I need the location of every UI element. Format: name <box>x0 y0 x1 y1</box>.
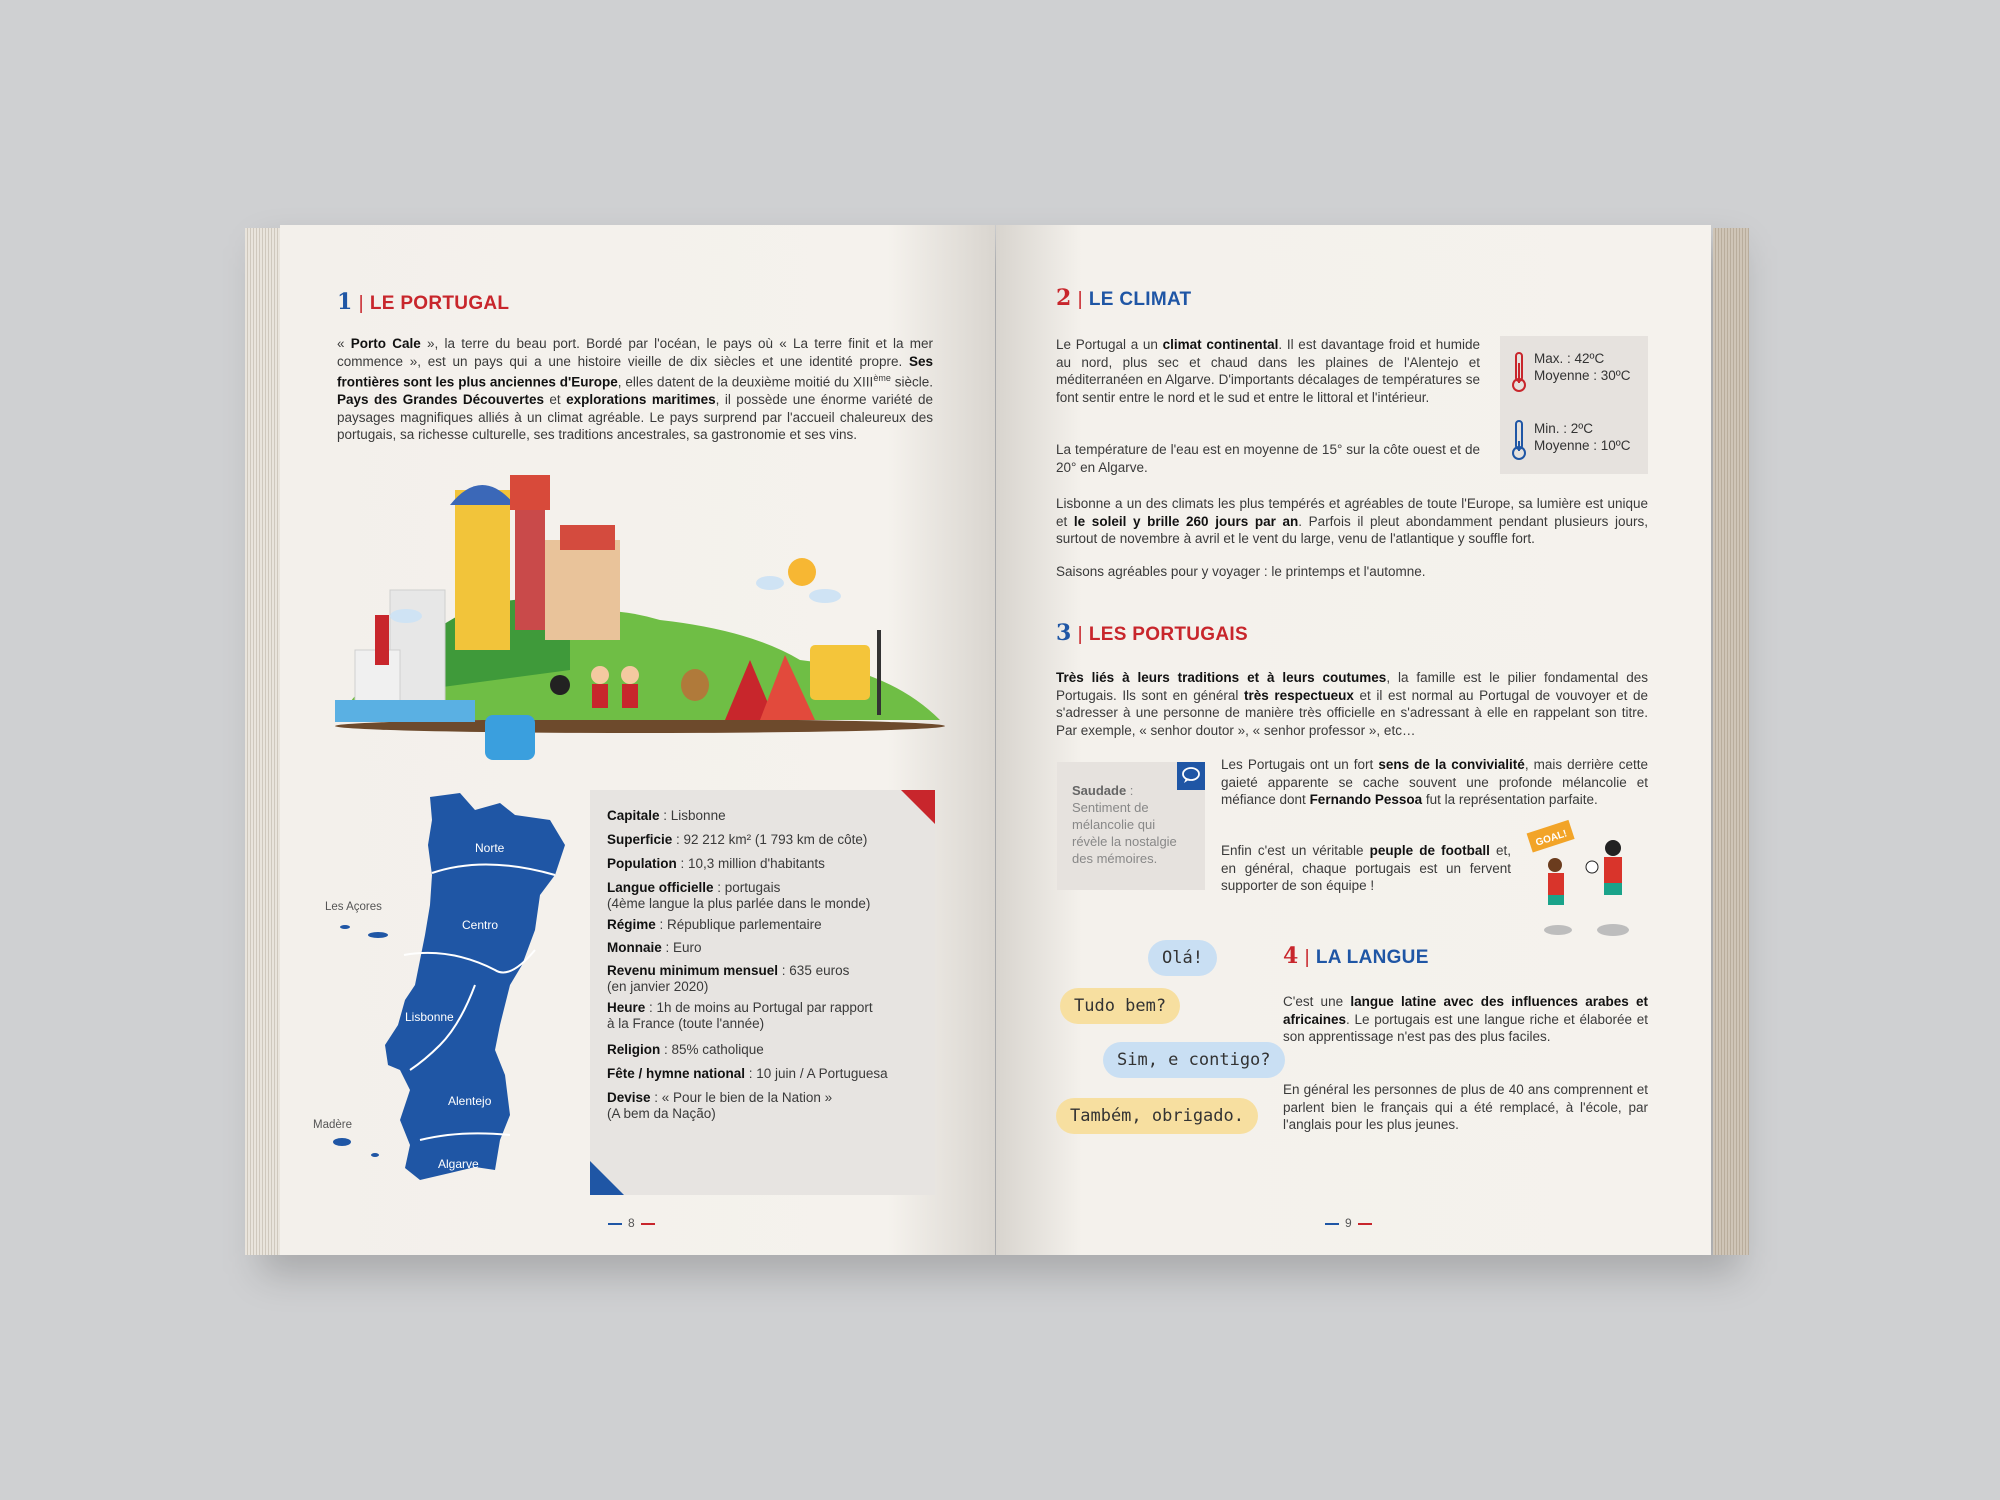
speech-bubble: Também, obrigado. <box>1056 1098 1258 1134</box>
figure-head-2 <box>621 666 639 684</box>
portugal-map <box>300 785 590 1205</box>
corner-red <box>901 790 935 824</box>
people-paragraph-3: Enfin c'est un véritable peuple de football et, en général, chaque portugais est un fervent supporter de son équipe ! <box>1221 843 1511 893</box>
island-label: Les Açores <box>325 901 382 913</box>
fan-shadow-1 <box>1544 925 1572 935</box>
sun <box>788 558 816 586</box>
temp-min: Min. : 2ºC Moyenne : 10ºC <box>1534 421 1631 453</box>
temp-max: Max. : 42ºC Moyenne : 30ºC <box>1534 351 1631 383</box>
fact-item: Monnaie : Euro <box>607 940 702 955</box>
speech-bubble: Olá! <box>1148 940 1217 976</box>
section-title-portugais: 3 | LES PORTUGAIS <box>1056 620 1248 646</box>
region-label: Algarve <box>438 1157 479 1171</box>
climate-paragraph-4: Saisons agréables pour y voyager : le printemps et l'automne. <box>1056 564 1426 579</box>
page-edges-left <box>245 228 281 1255</box>
blue-dome <box>450 485 515 505</box>
facts-box <box>590 790 935 1195</box>
corner-blue <box>590 1161 624 1195</box>
azores-island <box>340 925 350 929</box>
tram <box>810 645 870 700</box>
waterfall <box>485 715 535 760</box>
fact-item: Religion : 85% catholique <box>607 1042 764 1057</box>
page-number-left: 8 <box>608 1216 655 1230</box>
football-fans-illustration <box>1520 815 1650 940</box>
figure-body-2 <box>622 684 638 708</box>
section-title-langue: 4 | LA LANGUE <box>1283 943 1429 969</box>
fact-item: Revenu minimum mensuel : 635 euros (en janvier 2020) <box>607 963 850 994</box>
fact-item: Fête / hymne national : 10 juin / A Portuguesa <box>607 1066 888 1081</box>
fan-shadow-2 <box>1597 924 1629 936</box>
rooster <box>550 675 570 695</box>
cloud-2 <box>809 589 841 603</box>
fan-shirt-2 <box>1604 857 1622 883</box>
region-label: Alentejo <box>448 1094 492 1108</box>
section-title-climat: 2 | LE CLIMAT <box>1056 285 1192 311</box>
cloud-1 <box>756 576 784 590</box>
fan-shorts-2 <box>1604 883 1622 895</box>
lighthouse <box>375 615 389 665</box>
street-lamp <box>877 630 881 715</box>
fact-item: Heure : 1h de moins au Portugal par rapport à la France (toute l'année) <box>607 1000 873 1031</box>
fan-shirt-1 <box>1548 873 1564 895</box>
palace-wing <box>545 540 620 640</box>
football-icon <box>1586 861 1598 873</box>
azores-island <box>368 932 388 938</box>
region-label: Lisbonne <box>405 1010 454 1024</box>
climate-paragraph-1: Le Portugal a un climat continental. Il est davantage froid et humide au nord, plus sec et chaud dans les plaines de l'Alentejo et méditerranéen en Algarve. D'importants décalages de températures se font sentir entre le nord et le sud et entre le littoral et l'intérieur. <box>1056 337 1480 405</box>
madeira-island <box>333 1138 351 1146</box>
page-number-right: 9 <box>1325 1216 1372 1230</box>
section-number: 1 <box>337 289 353 315</box>
fact-item: Régime : République parlementaire <box>607 917 822 932</box>
people-paragraph-1: Très liés à leurs traditions et à leurs coutumes, la famille est le pilier fondamental des Portugais. Ils sont en général très respectueux et il est normal au Portugal de vouvoyer et de s'adresser à une personne de manière très officielle en s'adressant à elle en rappelant son titre. Par exemple, « senhor doutor », « senhor professor », etc… <box>1056 670 1649 738</box>
people-paragraph-2: Les Portugais ont un fort sens de la convivialité, mais derrière cette gaieté apparente se cache souvent une profonde mélancolie et méfiance dont Fernando Pessoa fut la représentation parfaite. <box>1221 757 1648 807</box>
fact-item: Superficie : 92 212 km² (1 793 km de côte) <box>607 832 868 847</box>
island-label: Madère <box>313 1119 352 1131</box>
yellow-tower <box>455 490 510 650</box>
fan-head-1 <box>1548 858 1562 872</box>
fan-head-2 <box>1605 840 1621 856</box>
saudade-text: Saudade : Sentiment de mélancolie qui révèle la nostalgie des mémoires. <box>1072 783 1177 866</box>
figure-head-1 <box>591 666 609 684</box>
thermometer-hot-icon <box>1510 351 1528 393</box>
saudade-box <box>1057 762 1205 890</box>
fact-item: Population : 10,3 million d'habitants <box>607 856 825 871</box>
portugal-illustration <box>330 470 945 760</box>
intro-paragraph: « Porto Cale », la terre du beau port. Bordé par l'océan, le pays où « La terre finit et la mer commence », est un pays qui a une histoire vieille de dix siècles et une identité propre. Ses frontières sont les plus anciennes d'Europe, elles datent de la deuxième moitié du XIIIème siècle. Pays des Grandes Découvertes et explorations maritimes, il possède une énorme variété de paysages magnifiques alliés à un climat agréable. Le pays surprend par l'accueil chaleureux des portugais, sa richesse culturelle, ses traditions ancestrales, sa gastronomie et ses vins. <box>337 336 934 442</box>
palace-roof <box>560 525 615 550</box>
red-tower <box>515 510 545 630</box>
thermometer-cold-icon <box>1510 419 1528 461</box>
figure-body-1 <box>592 684 608 708</box>
speech-bubble: Tudo bem? <box>1060 988 1180 1024</box>
goal-sign-text: GOAL! <box>1534 828 1569 849</box>
temperature-box <box>1500 336 1648 474</box>
section-title-portugal: 1 | LE PORTUGAL <box>337 289 510 315</box>
fact-item: Capitale : Lisbonne <box>607 808 726 823</box>
red-turret <box>510 475 550 510</box>
fact-item: Langue officielle : portugais (4ème langue la plus parlée dans le monde) <box>607 880 871 911</box>
speech-bubble: Sim, e contigo? <box>1103 1042 1285 1078</box>
page-edges-right <box>1713 228 1749 1255</box>
fan-shorts-1 <box>1548 895 1564 905</box>
climate-paragraph-3: Lisbonne a un des climats les plus tempérés et agréables de toute l'Europe, sa lumière est unique et le soleil y brille 260 jours par an. Parfois il pleut abondamment pendant plusieurs jours, surtout de novembre à avril et le vent du large, venu de l'atlantique y souffle fort. <box>1056 496 1648 546</box>
cloud-3 <box>390 609 422 623</box>
climate-paragraph-2: La température de l'eau est en moyenne de 15° sur la côte ouest et de 20° en Algarve. <box>1056 442 1480 475</box>
section-title-text: LE PORTUGAL <box>369 293 510 314</box>
water <box>335 700 475 722</box>
region-label: Norte <box>475 841 505 855</box>
fact-item: Devise : « Pour le bien de la Nation » (A bem da Nação) <box>607 1090 833 1121</box>
region-label: Centro <box>462 918 499 932</box>
guitar <box>681 669 709 701</box>
language-paragraph-2: En général les personnes de plus de 40 ans comprennent et parlent bien le français qui a été remplacé, à l'école, par l'anglais pour les plus jeunes. <box>1283 1082 1648 1132</box>
language-paragraph-1: C'est une langue latine avec des influences arabes et africaines. Le portugais est une langue riche et élaborée et son apprentissage n'est pas des plus faciles. <box>1283 994 1648 1044</box>
madeira-island <box>371 1153 379 1157</box>
